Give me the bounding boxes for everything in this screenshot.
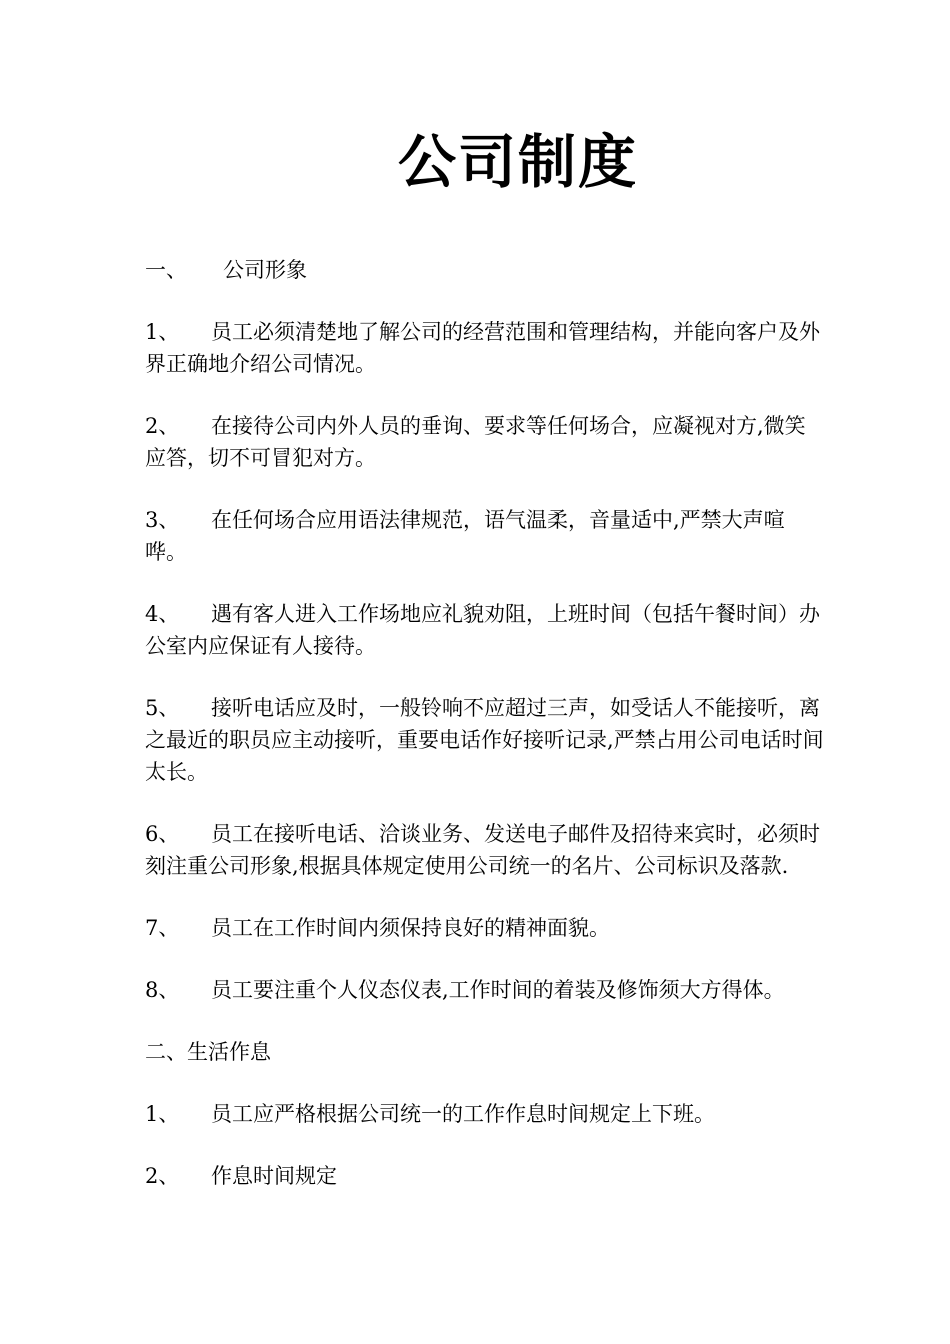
item-text: 员工在工作时间内须保持良好的精神面貌。 (211, 916, 610, 940)
item-text: 作息时间规定 (211, 1164, 337, 1188)
item-text: 员工应严格根据公司统一的工作作息时间规定上下班。 (211, 1102, 715, 1126)
section-number: 一、 (145, 258, 187, 282)
item-number: 8、 (145, 978, 180, 1002)
section-heading (145, 254, 825, 286)
list-item (145, 504, 825, 568)
item-number: 4、 (145, 602, 180, 626)
list-item (145, 818, 825, 882)
document-body (145, 254, 825, 1222)
list-item (145, 912, 825, 944)
list-item (145, 974, 825, 1006)
section-title: 公司形象 (223, 258, 307, 282)
item-number: 1、 (145, 320, 180, 344)
item-number: 2、 (145, 1164, 180, 1188)
item-text: 员工要注重个人仪态仪表,工作时间的着装及修饰须大方得体。 (211, 978, 785, 1002)
document-title: 公司制度 (397, 128, 638, 196)
item-text: 员工必须清楚地了解公司的经营范围和管理结构，并能向客户及外界正确地介绍公司情况。 (145, 320, 820, 376)
item-text: 员工在接听电话、洽谈业务、发送电子邮件及招待来宾时，必须时刻注重公司形象,根据具体规定使用公司统一的名片、公司标识及落款. (145, 822, 820, 878)
item-text: 遇有客人进入工作场地应礼貌劝阻，上班时间（包括午餐时间）办公室内应保证有人接待。 (145, 602, 820, 658)
item-number: 3、 (145, 508, 180, 532)
list-item (145, 1098, 825, 1130)
list-item (145, 410, 825, 474)
item-number: 6、 (145, 822, 180, 846)
list-item (145, 598, 825, 662)
item-number: 1、 (145, 1102, 180, 1126)
item-text: 在任何场合应用语法律规范，语气温柔，音量适中,严禁大声喧哗。 (145, 508, 785, 564)
item-number: 2、 (145, 414, 180, 438)
list-item (145, 1160, 825, 1192)
item-number: 5、 (145, 696, 180, 720)
list-item (145, 316, 825, 380)
item-text: 接听电话应及时，一般铃响不应超过三声，如受话人不能接听，离之最近的职员应主动接听，重要电话作好接听记录,严禁占用公司电话时间太长。 (145, 696, 824, 784)
list-item (145, 692, 825, 788)
item-number: 7、 (145, 916, 180, 940)
section-heading: 二、生活作息 (145, 1040, 271, 1064)
item-text: 在接待公司内外人员的垂询、要求等任何场合，应凝视对方,微笑应答，切不可冒犯对方。 (145, 414, 806, 470)
